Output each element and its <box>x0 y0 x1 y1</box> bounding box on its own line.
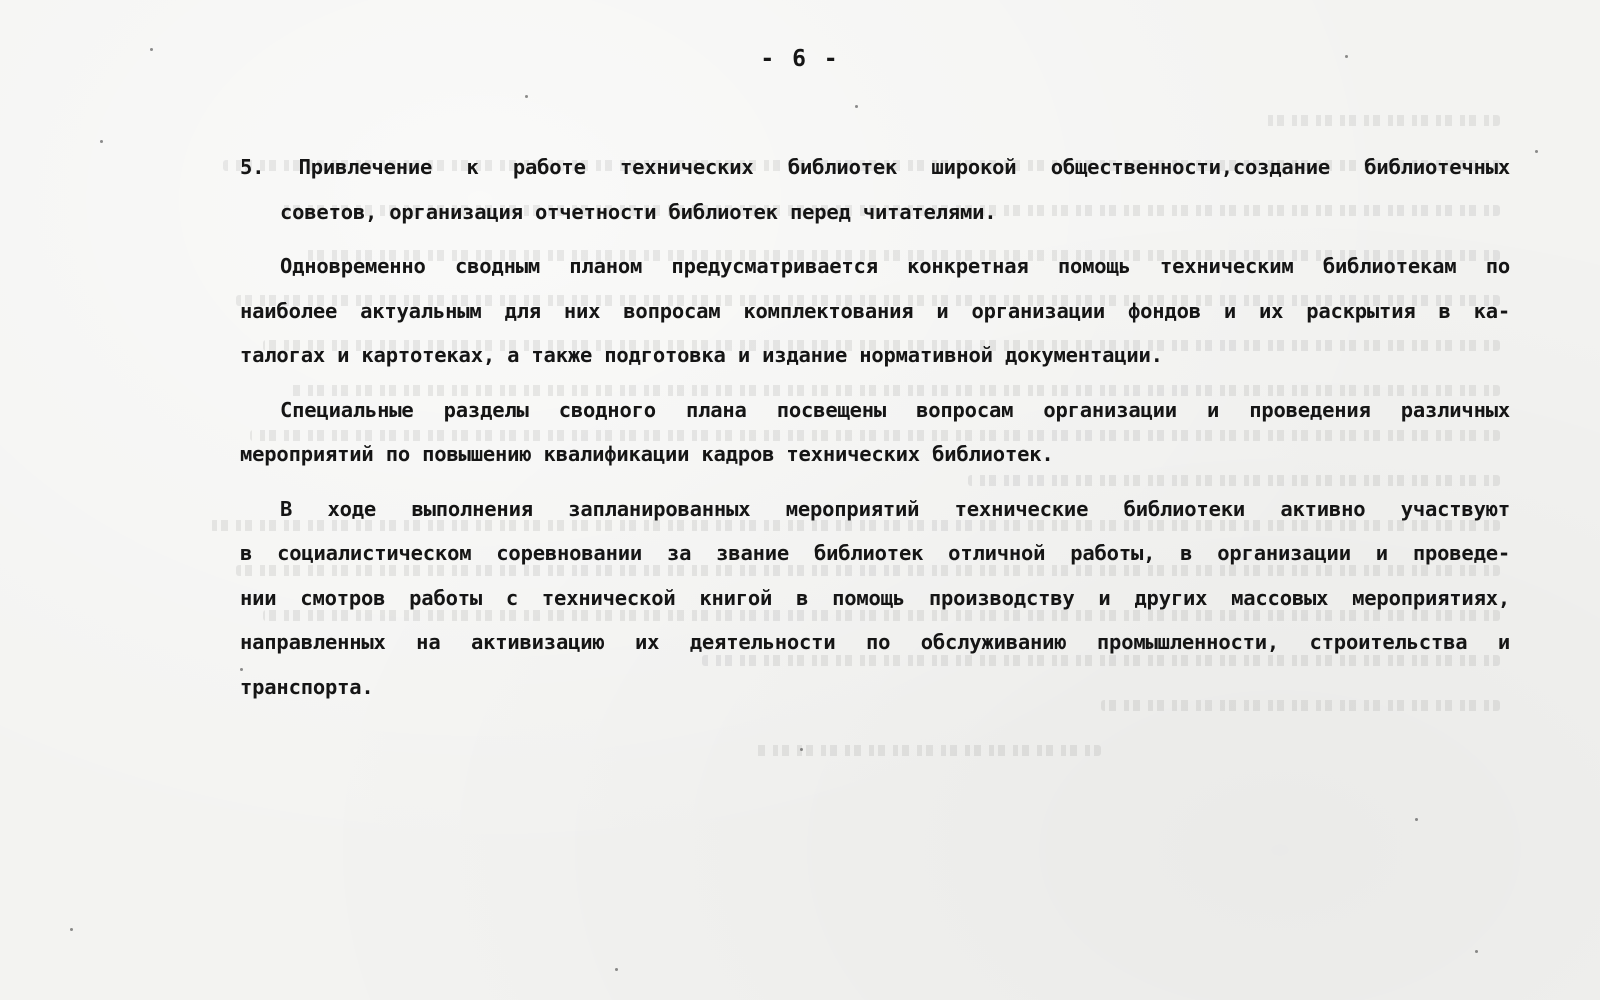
text-line: талогах и картотеках, а также подготовка и издание нормативной документации. <box>240 343 1163 367</box>
text-line: транспорта. <box>240 674 374 699</box>
scan-speck <box>855 105 858 108</box>
text-line: наиболее актуальным для них вопросам комплектования и организации фондов и их раскрытия в ка- <box>240 298 1510 323</box>
page-number: - 6 - <box>760 46 840 72</box>
scan-speck <box>100 140 103 143</box>
scan-speck <box>1535 150 1538 153</box>
text-line: в социалистическом соревновании за звание библиотек отличной работы, в организации и проведе- <box>240 541 1510 565</box>
text-line: Одновременно сводным планом предусматривается конкретная помощь техническим библиотекам по <box>280 254 1510 278</box>
text-line: 5. Привлечение к работе технических библиотек широкой общественности,создание библиотечных <box>240 155 1510 179</box>
scan-speck <box>800 748 803 751</box>
scan-speck <box>525 95 528 98</box>
scan-speck <box>1475 950 1478 953</box>
scan-speck <box>1415 818 1418 821</box>
scan-speck <box>70 928 73 931</box>
paragraph-2 <box>240 244 1510 378</box>
body-text <box>240 145 1510 719</box>
text-line: мероприятий по повышению квалификации кадров технических библиотек. <box>240 442 1054 466</box>
text-line: направленных на активизацию их деятельности по обслуживанию промышленности, строительства и <box>240 630 1510 654</box>
text-line: Специальные разделы сводного плана посвещены вопросам организации и проведения различных <box>280 397 1510 422</box>
paragraph-3 <box>240 388 1510 477</box>
text-line: советов, организация отчетности библиотек перед читателями. <box>280 199 997 224</box>
scan-speck <box>615 968 618 971</box>
scan-speck <box>150 48 153 51</box>
text-line: В ходе выполнения запланированных мероприятий технические библиотеки активно участвуют <box>280 496 1510 521</box>
scan-speck <box>1345 55 1348 58</box>
paragraph-4 <box>240 487 1510 710</box>
text-line: нии смотров работы с технической книгой в помощь производству и других массовых мероприятиях, <box>240 585 1510 610</box>
paragraph-1 <box>240 145 1510 234</box>
scan-speck <box>240 668 243 671</box>
